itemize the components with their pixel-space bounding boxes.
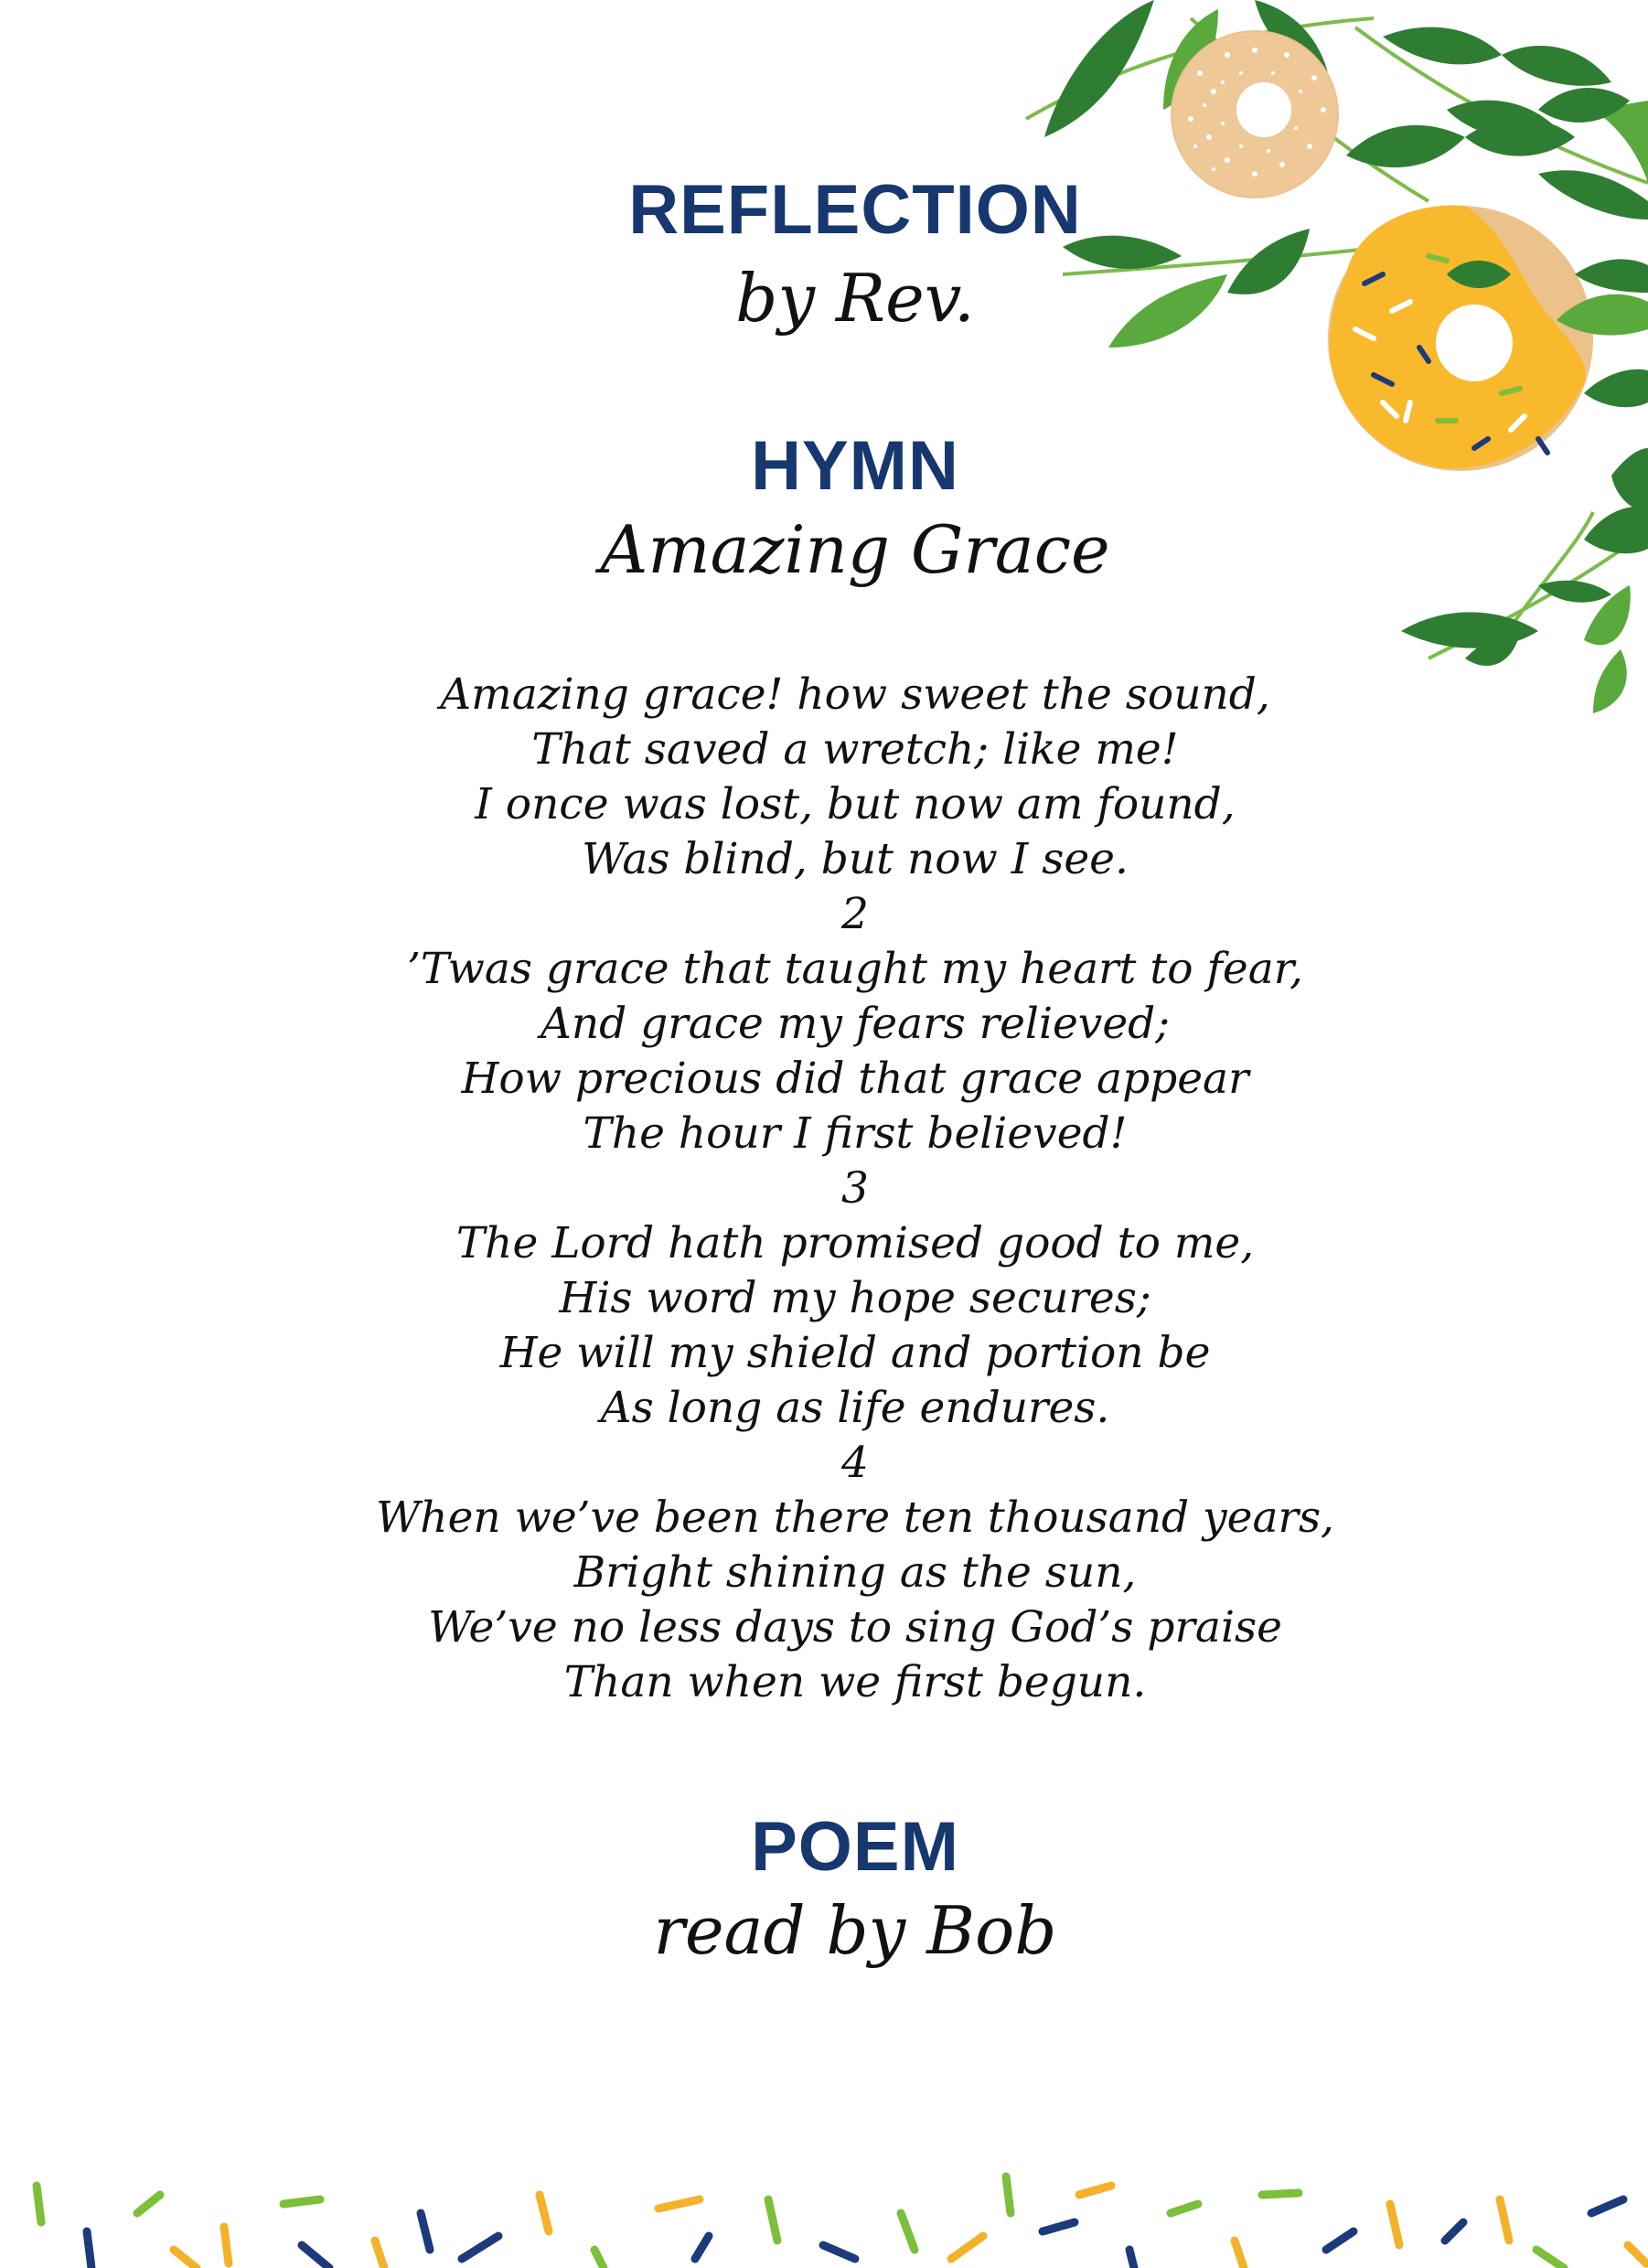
sprinkles-border	[0, 2158, 1648, 2268]
lyric-line: We’ve no less days to sing God’s praise	[428, 1602, 1282, 1653]
lyric-line: That saved a wretch; like me!	[531, 724, 1179, 775]
lyric-line: The Lord hath promised good to me,	[455, 1218, 1255, 1268]
lyric-line: 2	[841, 889, 869, 939]
lyric-line: His word my hope secures;	[559, 1273, 1151, 1323]
hymn-lyrics	[274, 668, 1436, 1710]
leaf	[1584, 369, 1648, 407]
plain-donut	[1171, 30, 1339, 198]
reflection-by: by Rev.	[735, 260, 975, 337]
leaf	[1611, 448, 1648, 512]
hymn-title: Amazing Grace	[600, 511, 1110, 588]
lyric-line: I once was lost, but now am found,	[475, 779, 1236, 829]
reflection-heading: REFLECTION	[628, 171, 1082, 249]
hymn-heading: HYMN	[751, 427, 959, 505]
leaf	[1538, 581, 1611, 603]
poem-reader: read by Bob	[653, 1892, 1057, 1969]
donuts-leaves-illustration	[953, 0, 1648, 732]
lyric-line: When we’ve been there ten thousand years,	[376, 1492, 1334, 1543]
leaf	[1575, 259, 1648, 293]
lyric-line: Was blind, but now I see.	[582, 834, 1129, 884]
lyric-line: ’Twas grace that taught my heart to fear,	[406, 944, 1303, 994]
lyric-line: Amazing grace! how sweet the sound,	[440, 669, 1270, 720]
lyric-line: 4	[841, 1438, 869, 1488]
lyric-line: How precious did that grace appear	[461, 1054, 1249, 1104]
sprinkles	[37, 2177, 1646, 2268]
leaf	[1502, 46, 1611, 86]
lyric-line: The hour I first believed!	[583, 1108, 1128, 1159]
lyric-line: As long as life endures.	[600, 1383, 1110, 1433]
poem-heading: POEM	[751, 1808, 959, 1886]
leaf	[1346, 125, 1465, 167]
lyric-line: And grace my fears relieved;	[540, 999, 1171, 1049]
lyric-line: He will my shield and portion be	[499, 1328, 1211, 1378]
lyric-line: 3	[841, 1163, 869, 1214]
lyric-line: Than when we first begun.	[563, 1657, 1147, 1707]
leaf	[1593, 649, 1627, 713]
lyric-line: Bright shining as the sun,	[573, 1547, 1137, 1598]
